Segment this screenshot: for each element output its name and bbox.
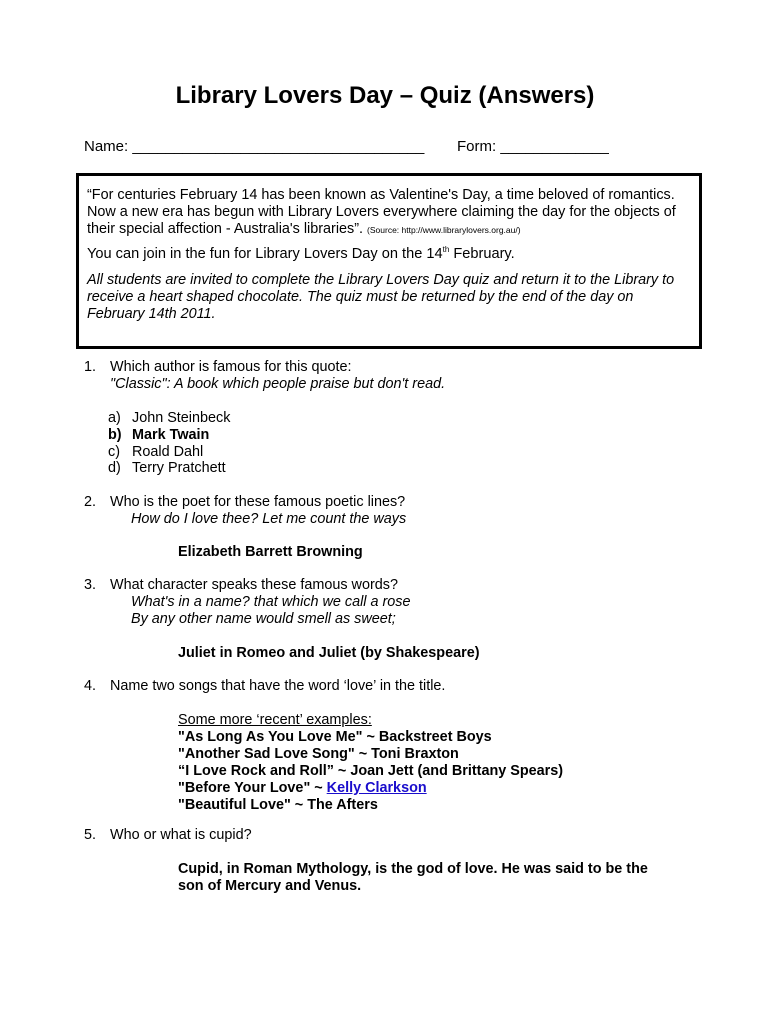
answer-4 — [178, 712, 563, 814]
question-quote-line2: By any other name would smell as sweet; — [131, 611, 396, 627]
intro-join: You can join in the fun for Library Lovers Day on the 14th February. — [87, 245, 515, 262]
form-field — [457, 138, 609, 155]
answer-5-line1: Cupid, in Roman Mythology, is the god of love. He was said to be the — [178, 861, 648, 877]
question-text: Name two songs that have the word ‘love’ in the title. — [110, 678, 446, 694]
form-blank[interactable]: _____________ — [500, 138, 609, 155]
kelly-clarkson-link[interactable]: Kelly Clarkson — [326, 780, 427, 796]
song-1: "As Long As You Love Me" ~ Backstreet Boys — [178, 729, 492, 745]
option-b-correct: b) Mark Twain — [108, 426, 210, 443]
question-quote: How do I love thee? Let me count the ways — [131, 511, 407, 527]
question-text: Who or what is cupid? — [110, 827, 252, 843]
answer-options — [108, 410, 230, 477]
name-label: Name: — [84, 138, 129, 155]
song-2: "Another Sad Love Song" ~ Toni Braxton — [178, 746, 459, 762]
question-number: 3. — [84, 577, 97, 593]
intro-quote: “For centuries February 14 has been known as Valentine's Day, a time beloved of romantics. Now a new era has begun with Library Lovers everywhere claiming the day for the objects of their special affection - Australia's libraries”. (Source: http://www.librarylovers.org.au/) — [87, 187, 676, 237]
name-blank[interactable]: ___________________________________ — [132, 138, 425, 155]
intro-source: (Source: http://www.librarylovers.org.au/) — [367, 225, 521, 235]
answer-5-line2: son of Mercury and Venus. — [178, 878, 362, 894]
option-c: c) Roald Dahl — [108, 443, 204, 460]
answer-3: Juliet in Romeo and Juliet (by Shakespeare) — [178, 645, 480, 661]
question-number: 4. — [84, 678, 97, 694]
song-3: “I Love Rock and Roll” ~ Joan Jett (and Brittany Spears) — [178, 763, 564, 779]
name-field — [84, 138, 424, 155]
answer-5 — [178, 861, 648, 895]
option-a: a) John Steinbeck — [108, 410, 231, 426]
question-text: What character speaks these famous words? — [110, 577, 398, 593]
intro-invite: All students are invited to complete the Library Lovers Day quiz and return it to the Library to receive a heart shaped chocolate. The quiz must be returned by the end of the day on February 14th 2011. — [87, 272, 675, 322]
question-number: 2. — [84, 494, 97, 510]
song-5: "Beautiful Love" ~ The Afters — [178, 797, 378, 813]
form-label: Form: — [457, 138, 497, 155]
intro-box — [76, 173, 702, 349]
song-4: "Before Your Love" ~ Kelly Clarkson — [178, 780, 427, 796]
answer-2: Elizabeth Barrett Browning — [178, 544, 363, 560]
question-number: 5. — [84, 827, 97, 843]
question-text: Which author is famous for this quote: — [110, 359, 352, 375]
ordinal-suffix: th — [442, 245, 450, 254]
question-number: 1. — [84, 359, 97, 375]
option-d: d) Terry Pratchett — [108, 460, 226, 477]
question-quote: "Classic": A book which people praise but don't read. — [110, 376, 446, 392]
examples-heading: Some more ‘recent’ examples: — [178, 712, 372, 728]
question-text: Who is the poet for these famous poetic lines? — [110, 494, 406, 510]
question-quote-line1: What's in a name? that which we call a rose — [131, 594, 411, 610]
page-title: Library Lovers Day – Quiz (Answers) — [175, 82, 595, 109]
